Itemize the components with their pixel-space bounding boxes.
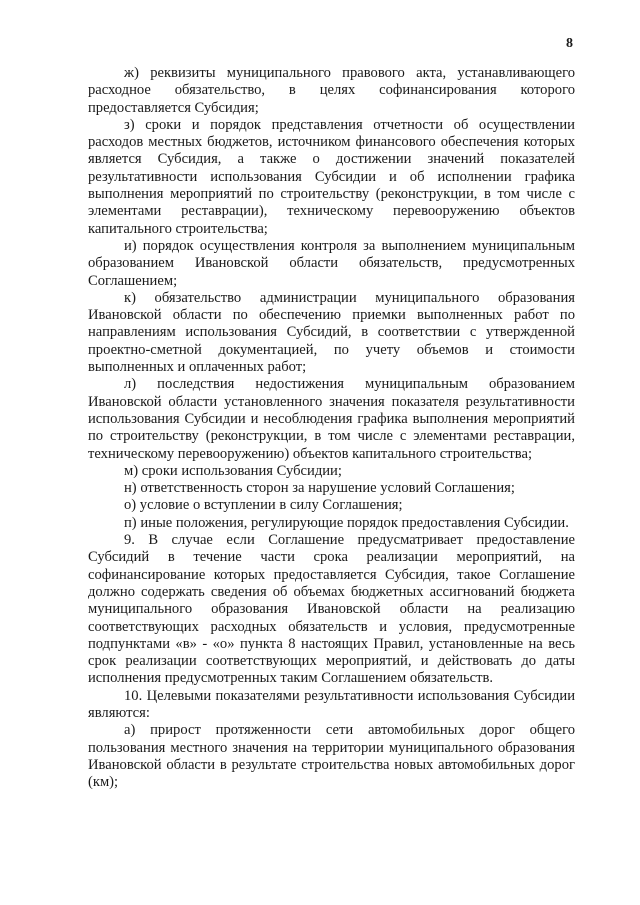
paragraph-k: к) обязательство администрации муниципального образования Ивановской области по обеспечению приемки выполненных работ по направлениям использования Субсидий, в соответствии с утвержденной проектно-сметной документацией, по учету объемов и стоимости выполненных и оплаченных работ;	[88, 289, 575, 376]
paragraph-i: и) порядок осуществления контроля за выполнением муниципальным образованием Ивановской области обязательств, предусмотренных Соглашением;	[88, 237, 575, 289]
paragraph-m: м) сроки использования Субсидии;	[124, 462, 342, 479]
paragraph-n: н) ответственность сторон за нарушение условий Соглашения;	[124, 480, 515, 497]
paragraph-a: а) прирост протяженности сети автомобильных дорог общего пользования местного значения на территории муниципального образования Ивановской области в результате строительства новых автомобильных дорог (км);	[88, 722, 575, 791]
document-body	[88, 65, 575, 791]
page-number: 8	[566, 36, 573, 51]
paragraph-p: п) иные положения, регулирующие порядок предоставления Субсидии.	[124, 514, 569, 531]
paragraph-10: 10. Целевыми показателями результативности использования Субсидии являются:	[88, 687, 575, 721]
paragraph-9: 9. В случае если Соглашение предусматривает предоставление Субсидий в течение части срока реализации мероприятий, на софинансирование которых предоставляется Субсидия, такое Соглашение должно содержать сведения об объемах бюджетных ассигнований бюджета муниципального образования Ивановской области на реализацию соответствующих расходных обязательств и условия, предусмотренные подпунктами «в» - «о» пункта 8 настоящих Правил, установленные на весь срок реализации соответствующих мероприятий, и действовать до даты исполнения предусмотренных таким Соглашением обязательств.	[88, 532, 575, 687]
paragraph-l: л) последствия недостижения муниципальным образованием Ивановской области установленного значения показателя результативности использования Субсидии и несоблюдения графика выполнения мероприятий по строительству (реконструкции, в том числе с элементами реставрации, техническому перевооружению) объектов капитального строительства;	[88, 376, 575, 462]
paragraph-o: о) условие о вступлении в силу Соглашения;	[124, 497, 403, 514]
paragraph-z: з) сроки и порядок представления отчетности об осуществлении расходов местных бюджетов, источником финансового обеспечения которых является Субсидия, а также о достижении значений показателей результативности использования Субсидии и об исполнении графика выполнения мероприятий по строительству (реконструкции, в том числе с элементами реставрации), техническому перевооружению объектов капитального строительства;	[88, 116, 575, 237]
paragraph-zh: ж) реквизиты муниципального правового акта, устанавливающего расходное обязательство, в целях софинансирования которого предоставляется Субсидия;	[88, 65, 575, 116]
